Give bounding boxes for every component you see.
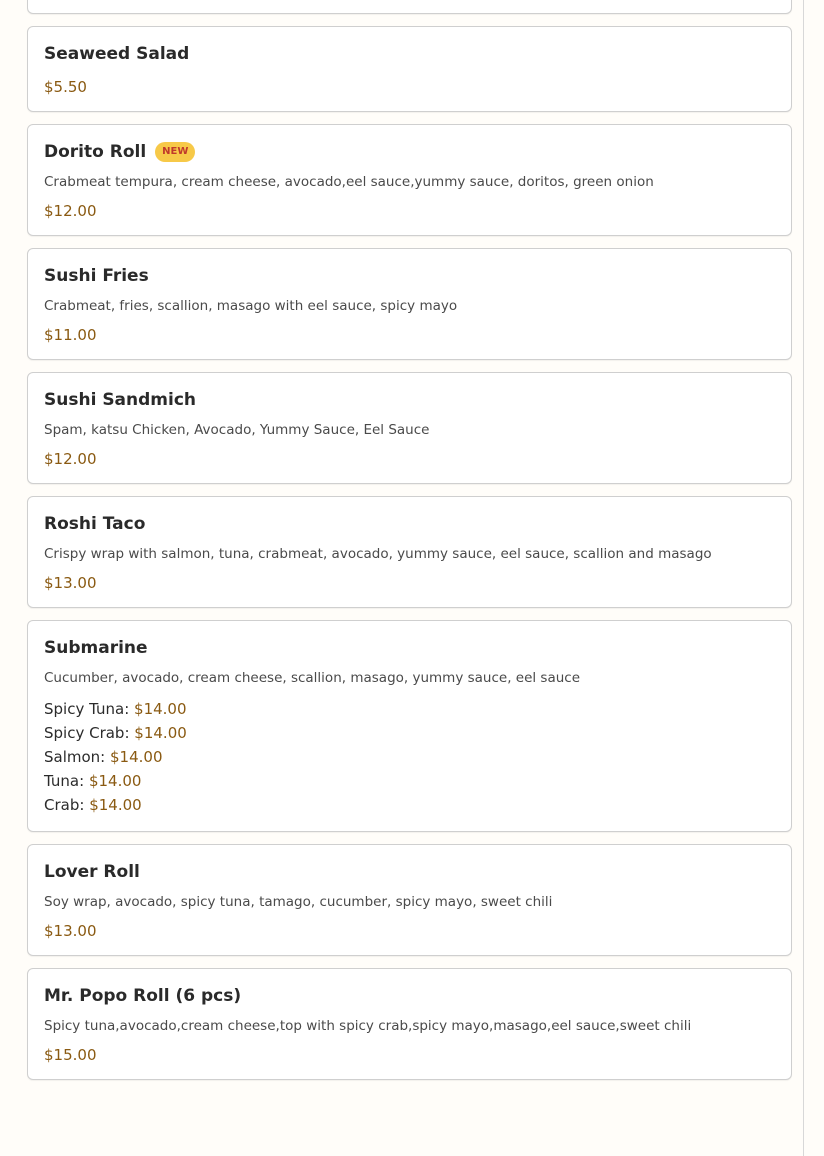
menu-item-price: $15.00 [44, 1046, 97, 1064]
menu-item-description: Crabmeat, fries, scallion, masago with eel sauce, spicy mayo [44, 298, 458, 314]
menu-item-card[interactable] [27, 26, 792, 112]
menu-item-name: Submarine [44, 638, 148, 658]
menu-item-card[interactable] [27, 968, 792, 1080]
menu-item-list [27, 0, 792, 1092]
menu-item-price: $12.00 [44, 202, 97, 220]
menu-item-price: $13.00 [44, 922, 97, 940]
variant-row [44, 721, 775, 745]
menu-item-name: Mr. Popo Roll (6 pcs) [44, 986, 242, 1006]
menu-item-description: Spam, katsu Chicken, Avocado, Yummy Sauce, Eel Sauce [44, 422, 430, 438]
menu-item-price: $13.00 [44, 574, 97, 592]
menu-item-price: $5.50 [44, 78, 87, 96]
menu-item-name: Sushi Sandmich [44, 390, 197, 410]
menu-item-name: Sushi Fries [44, 266, 149, 286]
variant-label: Spicy Tuna: [44, 700, 130, 718]
menu-item-card[interactable] [27, 124, 792, 236]
variant-row [44, 745, 775, 769]
variant-price: $14.00 [88, 772, 142, 790]
menu-item-price: $12.00 [44, 450, 97, 468]
menu-item-name: Lover Roll [44, 862, 140, 882]
variant-price: $14.00 [89, 796, 142, 814]
menu-item-card[interactable] [27, 372, 792, 484]
new-badge: NEW [155, 142, 195, 162]
menu-item-description: Crispy wrap with salmon, tuna, crabmeat, avocado, yummy sauce, eel sauce, scallion and masago [44, 546, 712, 562]
menu-item-card[interactable] [27, 496, 792, 608]
menu-item-name: Seaweed Salad [44, 44, 190, 64]
menu-item-description: Crabmeat tempura, cream cheese, avocado,eel sauce,yummy sauce, doritos, green onion [44, 174, 654, 190]
menu-item-description: Soy wrap, avocado, spicy tuna, tamago, cucumber, spicy mayo, sweet chili [44, 894, 553, 910]
variant-label: Tuna: [44, 772, 85, 790]
menu-item-description: Cucumber, avocado, cream cheese, scallion, masago, yummy sauce, eel sauce [44, 670, 581, 686]
variant-row [44, 793, 775, 817]
menu-item-price: $11.00 [44, 326, 97, 344]
menu-item-card[interactable] [27, 844, 792, 956]
variant-label: Spicy Crab: [44, 724, 130, 742]
variant-price: $14.00 [134, 700, 187, 718]
menu-item-card[interactable] [27, 0, 792, 14]
variant-price: $14.00 [134, 724, 187, 742]
menu-item-card[interactable] [27, 620, 792, 832]
scroll-container-edge [803, 0, 804, 1156]
menu-item-card[interactable] [27, 248, 792, 360]
variant-price: $14.00 [110, 748, 163, 766]
menu-item-name: Dorito Roll [44, 142, 147, 162]
variant-row [44, 697, 775, 721]
variant-row [44, 769, 775, 793]
variant-label: Crab: [44, 796, 85, 814]
menu-item-name: Roshi Taco [44, 514, 146, 534]
menu-item-description: Spicy tuna,avocado,cream cheese,top with spicy crab,spicy mayo,masago,eel sauce,sweet chili [44, 1018, 692, 1034]
menu-item-variants [44, 697, 775, 817]
variant-label: Salmon: [44, 748, 106, 766]
